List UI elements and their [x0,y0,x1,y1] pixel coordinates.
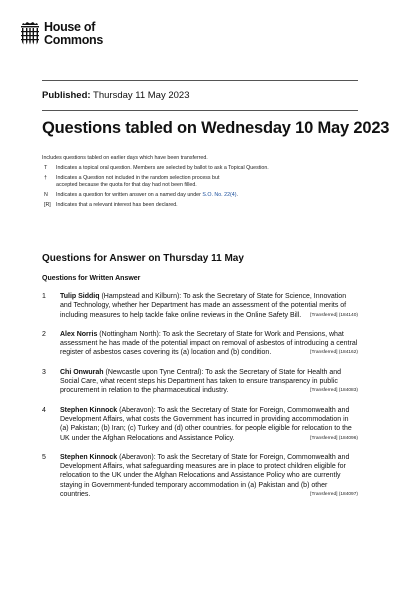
published-date: Thursday 11 May 2023 [93,90,190,101]
question-item [42,330,358,358]
question-reference: [Transferred] (184097) [310,492,358,498]
question-body [60,368,358,396]
legend-symbol: N [44,192,48,198]
standing-order-link[interactable]: S.O. No. 22(4) [202,192,237,198]
member-name: Stephen Kinnock [60,453,118,461]
question-body [60,330,358,358]
question-number: 4 [42,406,46,414]
constituency: (Aberavon): [117,406,158,414]
question-item [42,368,358,396]
page-title: Questions tabled on Wednesday 10 May 2023 [42,119,390,137]
legend-intro: Includes questions tabled on earlier days which have been transferred. [42,155,208,161]
constituency: (Hampstead and Kilburn): [99,293,184,300]
question-number: 1 [42,293,46,300]
question-text: To ask the Secretary of State for Work and Pensions, what assessment he has made of the potential impact on removal of asbestos of introducing a central register of asbestos cases covering its (a) location and (b) condition. [60,330,358,357]
divider-top [42,80,358,81]
constituency: (Nottingham North): [97,330,163,338]
questions-list [42,292,358,499]
question-reference: [Transferred] (184162) [310,350,358,356]
house-of-commons-logo [19,21,103,46]
member-name: Stephen Kinnock [60,406,118,414]
published-line [42,90,190,101]
member-name: Chi Onwurah [60,368,104,376]
constituency: (Aberavon): [117,453,158,461]
legend-symbol: [R] [44,202,51,208]
legend-description [56,192,362,199]
question-text: To ask the Secretary of State for Health and Social Care, what recent steps his Department has taken to ensure transparency in public procurement in relation to the pharmaceutical industry. [60,368,342,395]
published-label: Published: [42,90,91,101]
question-text: To ask the Secretary of State for Science, Innovation and Technology, whether her Department has made an assessment of the potential merits of including measures to help tackle fake online reviews in the Online Safety Bill. [60,293,347,319]
legend-description: Indicates a topical oral question. Members are selected by ballot to ask a Topical Question. [56,165,269,171]
portcullis-icon [19,21,41,45]
logo-line-1: House of [44,20,96,34]
question-body [60,292,358,320]
legend-description-end: . [236,192,238,198]
question-body [60,406,358,443]
question-number: 3 [42,368,46,376]
member-name: Tulip Siddiq [60,293,100,300]
question-item [42,453,358,499]
legend-symbol: T [44,165,48,171]
question-reference: [Transferred] (184083) [310,388,358,394]
question-item [42,406,358,443]
legend-description: Indicates that a relevant interest has been declared. [56,202,178,208]
question-body [60,453,358,499]
logo-line-2: Commons [44,32,104,47]
question-reference: [Transferred] (184096) [310,435,358,441]
question-item [42,292,358,320]
constituency: (Newcastle upon Tyne Central): [103,368,206,376]
legend-symbol: † [44,175,47,181]
divider-bottom [42,110,358,111]
legend-item [42,192,362,199]
legend-description: Indicates a Question not included in the random selection process but accepted because the quota for that day had not been filled. [56,175,220,188]
question-text: To ask the Secretary of State for Foreign, Commonwealth and Development Affairs, what safeguarding measures are in place to protect children eligible for relocation to the UK under the Afghan Relocations and Assistance Policy who are currently staying in Government-funded temporary accommodation in (a) Pakistan and (b) other countries. [60,453,350,499]
subsection-heading: Questions for Written Answer [42,275,141,282]
legend-item [42,165,362,172]
question-number: 2 [42,330,46,338]
legend-item [42,175,362,189]
section-heading: Questions for Answer on Thursday 11 May [42,253,244,264]
symbol-legend [42,155,362,212]
legend-item [42,202,362,209]
member-name: Alex Norris [60,330,98,338]
question-reference: [Transferred] (184140) [310,312,358,318]
legend-description-text: Indicates a question for written answer on a named day under [56,192,203,198]
question-number: 5 [42,453,46,461]
question-text: To ask the Secretary of State for Foreign, Commonwealth and Development Affairs, what costs the Government has incurred in providing accommodation in (a) Pakistan; (b) Iran; (c) Turkey and (d) other countries. for people eligible for relocation to the UK under the Afghan Relocations and Assistance Policy. [60,406,352,442]
